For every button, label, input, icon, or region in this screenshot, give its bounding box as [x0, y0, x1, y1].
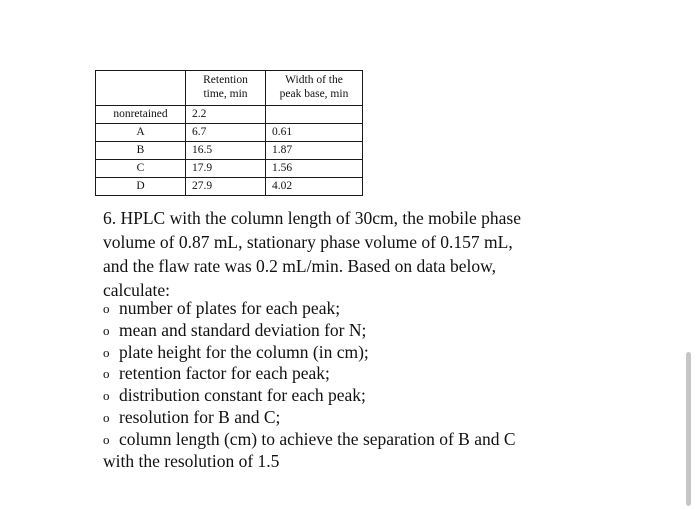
- header-width-line: peak base, min: [279, 88, 349, 100]
- problem-line: calculate:: [103, 280, 171, 300]
- task-text: retention factor for each peak;: [119, 363, 330, 384]
- list-item: [103, 407, 623, 429]
- task-text: resolution for B and C;: [119, 406, 281, 427]
- task-text: distribution constant for each peak;: [119, 385, 366, 406]
- retention-time-cell: 27.9: [186, 178, 266, 196]
- bullet-icon: o: [103, 301, 110, 316]
- bullet-icon: o: [103, 344, 110, 360]
- table-row: [96, 178, 363, 196]
- retention-time-cell: 2.2: [186, 106, 266, 124]
- peak-width-cell: [266, 106, 363, 124]
- bullet-icon: o: [103, 388, 110, 404]
- list-item: [103, 385, 623, 407]
- retention-time-cell: 6.7: [186, 124, 266, 142]
- row-label: nonretained: [96, 106, 186, 124]
- hplc-data-table: [95, 70, 363, 196]
- peak-width-cell: 1.56: [266, 160, 363, 178]
- task-text: number of plates for each peak;: [119, 298, 341, 318]
- row-label: A: [96, 124, 186, 142]
- peak-width-cell: 0.61: [266, 124, 363, 142]
- problem-statement: [103, 206, 623, 302]
- problem-line: volume of 0.87 mL, stationary phase volume of 0.157 mL,: [103, 232, 513, 252]
- header-empty-cell: [96, 71, 186, 106]
- task-text: plate height for the column (in cm);: [119, 341, 369, 362]
- peak-width-cell: 4.02: [266, 178, 363, 196]
- header-rt-line: Retention: [203, 74, 248, 87]
- table-row: [96, 124, 363, 142]
- bullet-icon: o: [103, 322, 110, 338]
- list-item: [103, 342, 623, 364]
- problem-line: and the flaw rate was 0.2 mL/min. Based on data below,: [103, 256, 496, 276]
- retention-time-cell: 16.5: [186, 142, 266, 160]
- problem-line: 6. HPLC with the column length of 30cm, the mobile phase: [103, 208, 521, 228]
- bullet-icon: o: [103, 366, 110, 382]
- row-label: C: [96, 160, 186, 178]
- list-item: [103, 363, 623, 385]
- header-retention-time: [186, 71, 266, 106]
- row-label: B: [96, 142, 186, 160]
- table-row: [96, 160, 363, 178]
- task-text: column length (cm) to achieve the separation of B and C: [119, 428, 516, 449]
- header-width-line: Width of the: [285, 74, 343, 87]
- header-rt-line: time, min: [203, 88, 248, 100]
- list-item: [103, 429, 623, 451]
- task-list: [103, 298, 623, 472]
- table-row: [96, 106, 363, 124]
- list-item: [103, 320, 623, 342]
- table-header-row: [96, 71, 363, 106]
- bullet-icon: o: [103, 409, 110, 425]
- retention-time-cell: 17.9: [186, 160, 266, 178]
- bullet-icon: o: [103, 431, 110, 447]
- table-row: [96, 142, 363, 160]
- vertical-scrollbar[interactable]: [686, 352, 691, 506]
- header-peak-width: [266, 71, 363, 106]
- peak-width-cell: 1.87: [266, 142, 363, 160]
- list-item-continuation: with the resolution of 1.5: [103, 450, 280, 471]
- task-text: mean and standard deviation for N;: [119, 319, 367, 340]
- list-item: [103, 298, 623, 320]
- row-label: D: [96, 178, 186, 196]
